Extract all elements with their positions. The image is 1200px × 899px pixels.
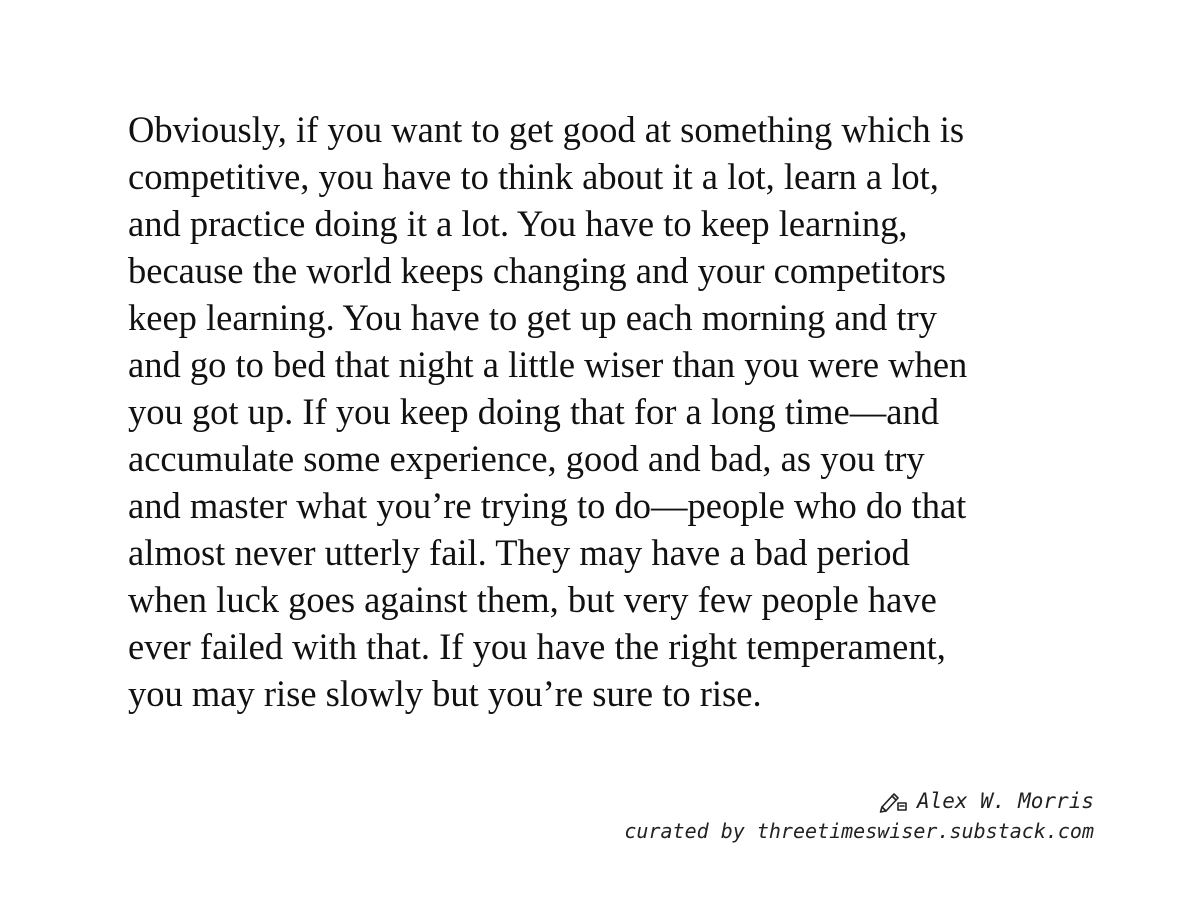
quote-line: and go to bed that night a little wiser than you were when [128, 344, 968, 385]
quote-line: when luck goes against them, but very few people have [128, 579, 937, 620]
quote-line: and master what you’re trying to do—people who do that [128, 485, 967, 526]
pen-writing-icon [879, 789, 909, 813]
quote-line: and practice doing it a lot. You have to keep learning, [128, 203, 908, 244]
quote-line: Obviously, if you want to get good at something which is [128, 109, 965, 150]
quote-line: keep learning. You have to get up each morning and try [128, 297, 937, 338]
quote-line: you may rise slowly but you’re sure to rise. [128, 673, 762, 714]
curated-by: curated by threetimeswiser.substack.com [624, 819, 1094, 843]
quote-text [128, 106, 1088, 717]
quote-line: ever failed with that. If you have the right temperament, [128, 626, 946, 667]
author-row [624, 786, 1094, 816]
quote-line: competitive, you have to think about it a lot, learn a lot, [128, 156, 939, 197]
author-name: Alex W. Morris [916, 789, 1094, 813]
quote-line: almost never utterly fail. They may have a bad period [128, 532, 910, 573]
attribution [624, 786, 1094, 846]
quote-line: because the world keeps changing and your competitors [128, 250, 946, 291]
quote-line: you got up. If you keep doing that for a long time—and [128, 391, 939, 432]
quote-line: accumulate some experience, good and bad, as you try [128, 438, 925, 479]
